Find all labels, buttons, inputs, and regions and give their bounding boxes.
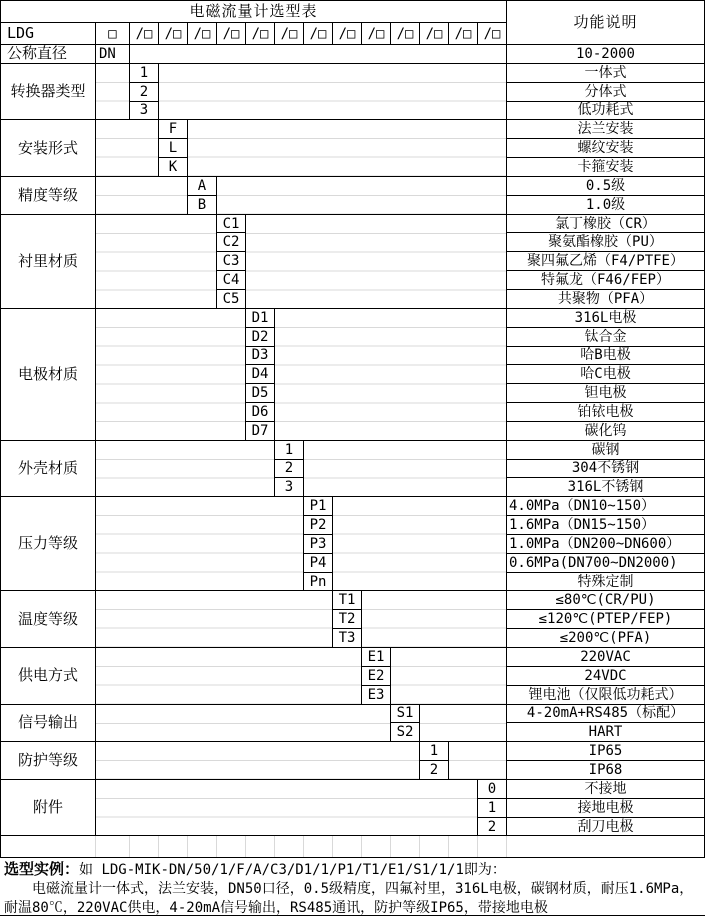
desc-cell: 分体式 — [507, 83, 704, 102]
strip-cell — [449, 836, 478, 857]
desc-cell: 220VAC — [507, 648, 704, 667]
desc-cell: 碳化钨 — [507, 422, 704, 441]
diameter-label: 公称直径 — [1, 45, 96, 64]
model-slot-cell: /□ — [188, 23, 217, 45]
category-label: 衬里材质 — [1, 215, 96, 309]
code-cell: D6 — [246, 403, 275, 422]
model-slot-cell: /□ — [217, 23, 246, 45]
desc-cell: 低功耗式 — [507, 102, 704, 121]
category-label: 电极材质 — [1, 309, 96, 441]
example-heading — [4, 860, 701, 880]
desc-cell: 316L不锈钢 — [507, 478, 704, 497]
strip-cell — [478, 836, 507, 857]
code-cell: L — [159, 139, 188, 158]
model-slot-cell: /□ — [333, 23, 362, 45]
desc-cell: 304不锈钢 — [507, 460, 704, 479]
model-slot-cell: /□ — [391, 23, 420, 45]
code-cell: 2 — [478, 818, 507, 837]
model-slot-cell: /□ — [275, 23, 304, 45]
spacer-cell — [333, 497, 507, 591]
spacer-cell — [96, 591, 333, 648]
model-slot-cell: /□ — [420, 23, 449, 45]
code-cell: E3 — [362, 686, 391, 705]
strip-cell — [159, 836, 188, 857]
code-cell: P3 — [304, 535, 333, 554]
strip-cell — [333, 836, 362, 857]
code-cell: K — [159, 158, 188, 177]
spacer-cell — [96, 497, 304, 591]
category-label: 精度等级 — [1, 177, 96, 215]
code-cell: C1 — [217, 215, 246, 234]
category-label: 供电方式 — [1, 648, 96, 705]
desc-cell: 卡箍安装 — [507, 158, 704, 177]
table-title: 电磁流量计选型表 — [1, 1, 507, 23]
category-label: 信号输出 — [1, 705, 96, 743]
desc-cell: 螺纹安装 — [507, 139, 704, 158]
desc-cell: 锂电池（仅限低功耗式） — [507, 686, 704, 705]
code-cell: T2 — [333, 610, 362, 629]
desc-cell: 0.5级 — [507, 177, 704, 196]
desc-cell: IP65 — [507, 742, 704, 761]
code-cell: Pn — [304, 573, 333, 592]
spacer-cell — [217, 177, 507, 215]
desc-cell: 24VDC — [507, 667, 704, 686]
code-cell: D3 — [246, 347, 275, 366]
category-label: 温度等级 — [1, 591, 96, 648]
spacer-cell — [96, 705, 391, 743]
category-label: 转换器类型 — [1, 64, 96, 121]
spacer-cell — [449, 742, 507, 780]
code-cell: T3 — [333, 629, 362, 648]
strip-cell — [246, 836, 275, 857]
code-cell: 1 — [478, 799, 507, 818]
strip-cell — [1, 836, 96, 857]
desc-cell: 4.0MPa（DN10~150） — [507, 497, 704, 516]
desc-cell: 氯丁橡胶（CR） — [507, 215, 704, 234]
code-cell: P1 — [304, 497, 333, 516]
model-slot-cell: /□ — [159, 23, 188, 45]
code-cell: 1 — [130, 64, 159, 83]
selection-example-section — [0, 858, 705, 916]
example-description: 电磁流量计一体式，法兰安装，DN50口径，0.5级精度，四氟衬里，316L电极，碳钢材质，耐压1.6MPa，耐温80℃，220VAC供电，4-20mA信号输出，RS485通讯，防护等级IP65，带接地电极 — [4, 881, 694, 916]
diameter-spacer-cell — [130, 45, 507, 64]
code-cell: F — [159, 120, 188, 139]
example-code: 如 LDG-MIK-DN/50/1/F/A/C3/D1/1/P1/T1/E1/S1/1/1即为： — [79, 862, 506, 878]
desc-cell: 聚氨酯橡胶（PU） — [507, 233, 704, 252]
model-slot-cell: /□ — [304, 23, 333, 45]
strip-cell — [217, 836, 246, 857]
code-cell: D4 — [246, 365, 275, 384]
code-cell: S1 — [391, 705, 420, 724]
spacer-cell — [96, 441, 275, 498]
desc-cell: 特氟龙（F46/FEP） — [507, 271, 704, 290]
code-cell: E2 — [362, 667, 391, 686]
desc-cell: ≤200℃(PFA) — [507, 629, 704, 648]
spacer-cell — [159, 64, 507, 121]
spacer-cell — [304, 441, 507, 498]
desc-cell: IP68 — [507, 761, 704, 780]
code-cell: 2 — [130, 83, 159, 102]
spacer-cell — [96, 742, 420, 780]
category-label: 外壳材质 — [1, 441, 96, 498]
desc-cell: 哈C电极 — [507, 365, 704, 384]
code-cell: C5 — [217, 290, 246, 309]
code-cell: S2 — [391, 723, 420, 742]
desc-cell: 刮刀电极 — [507, 818, 704, 837]
desc-cell: 哈B电极 — [507, 347, 704, 366]
code-cell: 3 — [275, 478, 304, 497]
desc-cell: HART — [507, 723, 704, 742]
spacer-cell — [96, 648, 362, 705]
model-prefix: LDG — [1, 23, 96, 45]
model-slot-cell: /□ — [130, 23, 159, 45]
desc-cell: 1.6MPa（DN15~150） — [507, 516, 704, 535]
category-label: 附件 — [1, 780, 96, 837]
desc-cell: 特殊定制 — [507, 573, 704, 592]
spacer-cell — [96, 215, 217, 309]
desc-cell: 共聚物（PFA） — [507, 290, 704, 309]
code-cell: E1 — [362, 648, 391, 667]
spacer-cell — [362, 591, 507, 648]
code-cell: 2 — [420, 761, 449, 780]
strip-cell — [304, 836, 333, 857]
spacer-cell — [96, 309, 246, 441]
desc-cell: 铂铱电极 — [507, 403, 704, 422]
code-cell: C2 — [217, 233, 246, 252]
strip-cell — [507, 836, 704, 857]
model-box-cell: □ — [96, 23, 130, 45]
code-cell: D1 — [246, 309, 275, 328]
spacer-cell — [96, 177, 188, 215]
desc-cell: 钽电极 — [507, 384, 704, 403]
desc-cell: 316L电极 — [507, 309, 704, 328]
desc-cell: ≤120℃(PTEP/FEP) — [507, 610, 704, 629]
code-cell: C4 — [217, 271, 246, 290]
model-slot-cell: /□ — [449, 23, 478, 45]
strip-cell — [420, 836, 449, 857]
model-slot-cell: /□ — [362, 23, 391, 45]
code-cell: D2 — [246, 328, 275, 347]
desc-cell: 接地电极 — [507, 799, 704, 818]
desc-cell: 一体式 — [507, 64, 704, 83]
code-cell: 1 — [420, 742, 449, 761]
model-slot-cell: /□ — [246, 23, 275, 45]
spacer-cell — [96, 780, 478, 837]
diameter-code-cell: DN — [96, 45, 130, 64]
code-cell: 0 — [478, 780, 507, 799]
desc-cell: 4-20mA+RS485（标配） — [507, 705, 704, 724]
desc-cell: ≤80℃(CR/PU) — [507, 591, 704, 610]
desc-cell: 0.6MPa(DN700~DN2000) — [507, 554, 704, 573]
spacer-cell — [391, 648, 507, 705]
code-cell: C3 — [217, 252, 246, 271]
code-cell: B — [188, 196, 217, 215]
spacer-cell — [420, 705, 507, 743]
code-cell: 1 — [275, 441, 304, 460]
spacer-cell — [96, 64, 130, 121]
strip-cell — [275, 836, 304, 857]
code-cell: 2 — [275, 460, 304, 479]
code-cell: A — [188, 177, 217, 196]
desc-cell: 1.0级 — [507, 196, 704, 215]
category-label: 安装形式 — [1, 120, 96, 177]
code-cell: P4 — [304, 554, 333, 573]
spacer-cell — [96, 120, 159, 177]
desc-cell: 钛合金 — [507, 328, 704, 347]
code-cell: 3 — [130, 102, 159, 121]
desc-cell: 法兰安装 — [507, 120, 704, 139]
code-cell: T1 — [333, 591, 362, 610]
desc-cell: 1.0MPa（DN200~DN600） — [507, 535, 704, 554]
code-cell: D7 — [246, 422, 275, 441]
model-slot-cell: /□ — [478, 23, 507, 45]
example-label: 选型实例： — [4, 860, 80, 878]
spacer-cell — [188, 120, 507, 177]
strip-cell — [96, 836, 130, 857]
category-label: 压力等级 — [1, 497, 96, 591]
spacer-cell — [275, 309, 507, 441]
code-cell: P2 — [304, 516, 333, 535]
spacer-cell — [246, 215, 507, 309]
diameter-desc-cell: 10-2000 — [507, 45, 704, 64]
strip-cell — [362, 836, 391, 857]
strip-cell — [130, 836, 159, 857]
strip-cell — [188, 836, 217, 857]
function-column-header: 功能说明 — [507, 1, 704, 45]
strip-cell — [391, 836, 420, 857]
category-label: 防护等级 — [1, 742, 96, 780]
desc-cell: 聚四氟乙烯（F4/PTFE） — [507, 252, 704, 271]
desc-cell: 不接地 — [507, 780, 704, 799]
code-cell: D5 — [246, 384, 275, 403]
desc-cell: 碳钢 — [507, 441, 704, 460]
